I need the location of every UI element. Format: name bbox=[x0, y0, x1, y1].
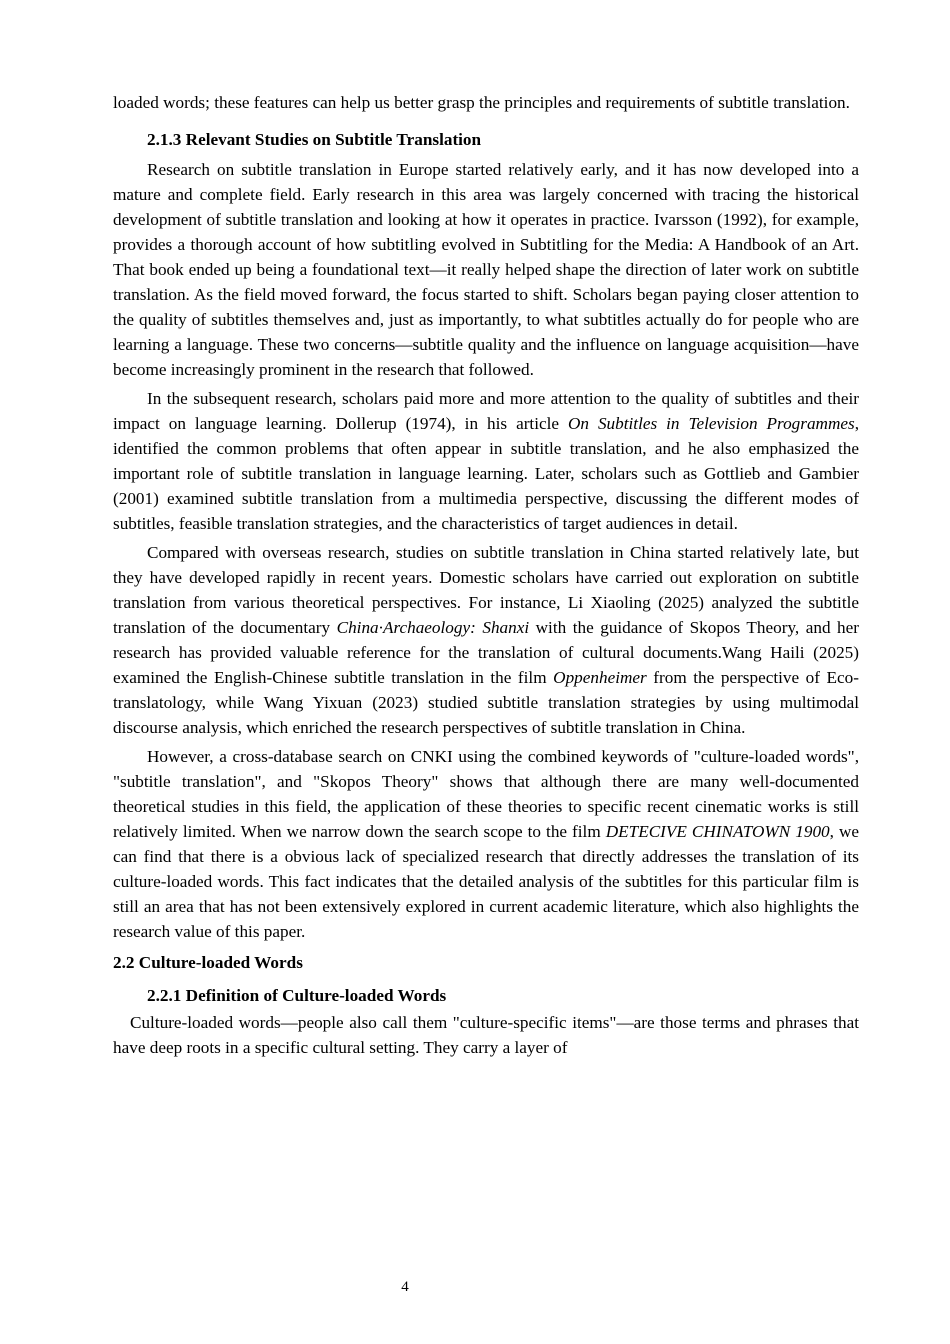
article-title: On Subtitles in Television Programmes bbox=[567, 414, 855, 433]
paragraph-definition: Culture-loaded words—people also call them "culture-specific items"—are those terms and phrases that have deep roots in a specific cultural setting. They carry a layer of bbox=[113, 1013, 859, 1057]
documentary-title: China·Archaeology: Shanxi bbox=[336, 618, 530, 637]
film-title-oppenheimer: Oppenheimer bbox=[553, 668, 647, 687]
document-page bbox=[113, 90, 859, 1064]
film-title-detective-chinatown: DETECIVE CHINATOWN 1900 bbox=[605, 822, 830, 841]
paragraph-continued: loaded words; these features can help us better grasp the principles and requirements of subtitle translation. bbox=[113, 93, 850, 112]
section-heading-2-2-1: 2.2.1 Definition of Culture-loaded Words bbox=[147, 986, 447, 1005]
paragraph-domestic-research: Compared with overseas research, studies on subtitle translation in China started relatively late, but they have developed rapidly in recent years. Domestic scholars have carried out exploration on subtitle translation from various theoretical perspectives. For instance, Li Xiaoling (2025) analyzed the subtitle translation of the documentary China·Archaeology: Shanxi with the guidance of Skopos Theory, and her research has provided valuable reference for the translation of cultural documents.Wang Haili (2025) examined the English‑Chinese subtitle translation in the film Oppenheimer from the perspective of Eco-translatology, while Wang Yixuan (2023) studied subtitle translation strategies by using multimodal discourse analysis, which enriched the research perspectives of subtitle translation in China. bbox=[113, 543, 860, 737]
paragraph-research-gap: However, a cross-database search on CNKI using the combined keywords of "culture-loaded words", "subtitle translation", and "Skopos Theory" shows that although there are many well-documented theoretical studies in this field, the application of these theories to specific recent cinematic works is still relatively limited. When we narrow down the search scope to the film DETECIVE CHINATOWN 1900, we can find that there is a obvious lack of specialized research that directly addresses the translation of its culture-loaded words. This fact indicates that the detailed analysis of the subtitles for this particular film is still an area that has not been extensively explored in current academic literature, which also highlights the research value of this paper. bbox=[113, 747, 859, 941]
section-heading-2-2: 2.2 Culture-loaded Words bbox=[113, 953, 303, 972]
paragraph-european-research: Research on subtitle translation in Europe started relatively early, and it has now developed into a mature and complete field. Early research in this area was largely concerned with tracing the historical development of subtitle translation and looking at how it operates in practice. Ivarsson (1992), for example, provides a thorough account of how subtitling evolved in Subtitling for the Media: A Handbook of an Art. That book ended up being a foundational text—it really helped shape the direction of later work on subtitle translation. As the field moved forward, the focus started to shift. Scholars began paying closer attention to the quality of subtitles themselves and, just as importantly, to what subtitles actually do for people who are learning a language. These two concerns—subtitle quality and the influence on language acquisition—have become increasingly prominent in the research that followed. bbox=[113, 160, 859, 379]
page-number: 4 bbox=[401, 1279, 409, 1295]
section-heading-2-1-3: 2.1.3 Relevant Studies on Subtitle Translation bbox=[147, 130, 482, 149]
paragraph-subsequent-research: In the subsequent research, scholars paid more and more attention to the quality of subtitles and their impact on language learning. Dollerup (1974), in his article On Subtitles in Television Programmes, identified the common problems that often appear in subtitle translation, and he also emphasized the important role of subtitle translation in language learning. Later, scholars such as Gottlieb and Gambier (2001) examined subtitle translation from a multimedia perspective, discussing the different modes of subtitles, feasible translation strategies, and the characteristics of target audiences in detail. bbox=[113, 389, 859, 533]
